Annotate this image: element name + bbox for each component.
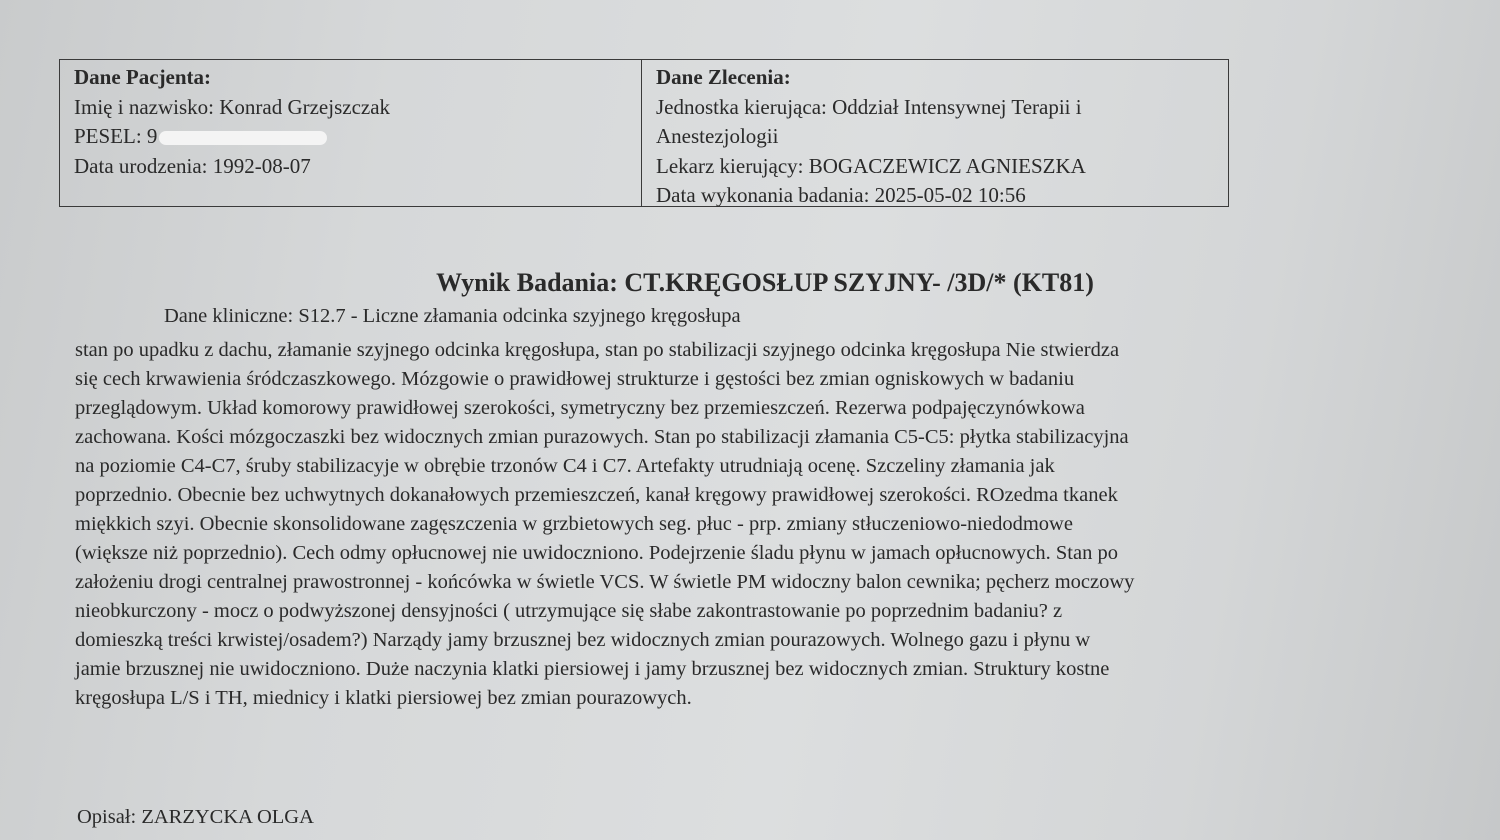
clinical-data: Dane kliniczne: S12.7 - Liczne złamania odcinka szyjnego kręgosłupa: [164, 305, 741, 327]
referring-doctor: Lekarz kierujący: BOGACZEWICZ AGNIESZKA: [656, 153, 1086, 178]
report-body: [75, 336, 1415, 713]
report-line: na poziomie C4-C7, śruby stabilizacyje w obrębie trzonów C4 i C7. Artefakty utrudniają ocenę. Szczeliny złamania jak: [75, 455, 1055, 477]
patient-order-table: [59, 59, 1229, 207]
patient-birth-date: Data urodzenia: 1992-08-07: [74, 153, 311, 178]
patient-heading: Dane Pacjenta:: [74, 65, 212, 89]
referring-unit-line-2: Anestezjologii: [656, 124, 779, 148]
patient-name: Imię i nazwisko: Konrad Grzejszczak: [74, 94, 391, 119]
report-line: domieszką treści krwistej/osadem?) Narządy jamy brzusznej bez widocznych zmian pourazowych. Wolnego gazu i płynu w: [75, 629, 1091, 651]
report-line: stan po upadku z dachu, złamanie szyjnego odcinka kręgosłupa, stan po stabilizacji szyjnego odcinka kręgosłupa Nie stwierdza: [75, 339, 1120, 361]
report-line: (większe niż poprzednio). Cech odmy opłucnowej nie uwidoczniono. Podejrzenie śladu płynu w jamach opłucnowych. Stan po: [75, 542, 1118, 564]
report-line: założeniu drogi centralnej prawostronnej - końcówka w świetle VCS. W świetle PM widoczny balon cewnika; pęcherz moczowy: [75, 571, 1135, 593]
report-line: kręgosłupa L/S i TH, miednicy i klatki piersiowej bez zmian pourazowych.: [75, 687, 692, 709]
report-line: poprzednio. Obecnie bez uchwytnych dokanałowych przemieszczeń, kanał kręgowy prawidłowej szerokości. ROzedma tkanek: [75, 484, 1118, 506]
report-line: miękkich szyi. Obecnie skonsolidowane zagęszczenia w grzbietowych seg. płuc - prp. zmiany stłuczeniowo-niedodmowe: [75, 513, 1073, 535]
report-line: nieobkurczony - mocz o podwyższonej densyjności ( utrzymujące się słabe zakontrastowanie po poprzednim badaniu? z: [75, 600, 1063, 622]
patient-pesel: [74, 122, 641, 152]
report-line: się cech krwawienia śródczaszkowego. Mózgowie o prawidłowej strukturze i gęstości bez zmian ogniskowych w badaniu: [75, 368, 1075, 390]
report-line: przeglądowym. Układ komorowy prawidłowej szerokości, symetryczny bez przemieszczeń. Rezerwa podpajęczynówkowa: [75, 397, 1085, 419]
report-line: jamie brzusznej nie uwidoczniono. Duże naczynia klatki piersiowej i jamy brzusznej bez widocznych zmian. Struktury kostne: [75, 658, 1110, 680]
report-line: zachowana. Kości mózgoczaszki bez widocznych zmian purazowych. Stan po stabilizacji złamania C5-C5: płytka stabilizacyjna: [75, 426, 1129, 448]
referring-unit-line-1: Jednostka kierująca: Oddział Intensywnej Terapii i: [656, 94, 1082, 119]
pesel-label: PESEL: 9: [74, 124, 158, 148]
order-heading: Dane Zlecenia:: [656, 65, 791, 89]
pesel-redaction-mark: [159, 131, 327, 145]
report-title: Wynik Badania: CT.KRĘGOSŁUP SZYJNY- /3D/* (KT81): [436, 268, 1094, 297]
exam-date: Data wykonania badania: 2025-05-02 10:56: [656, 183, 1026, 207]
order-data-section: [642, 60, 1228, 206]
report-signature: Opisał: ZARZYCKA OLGA: [77, 806, 314, 828]
patient-data-section: [60, 60, 642, 206]
